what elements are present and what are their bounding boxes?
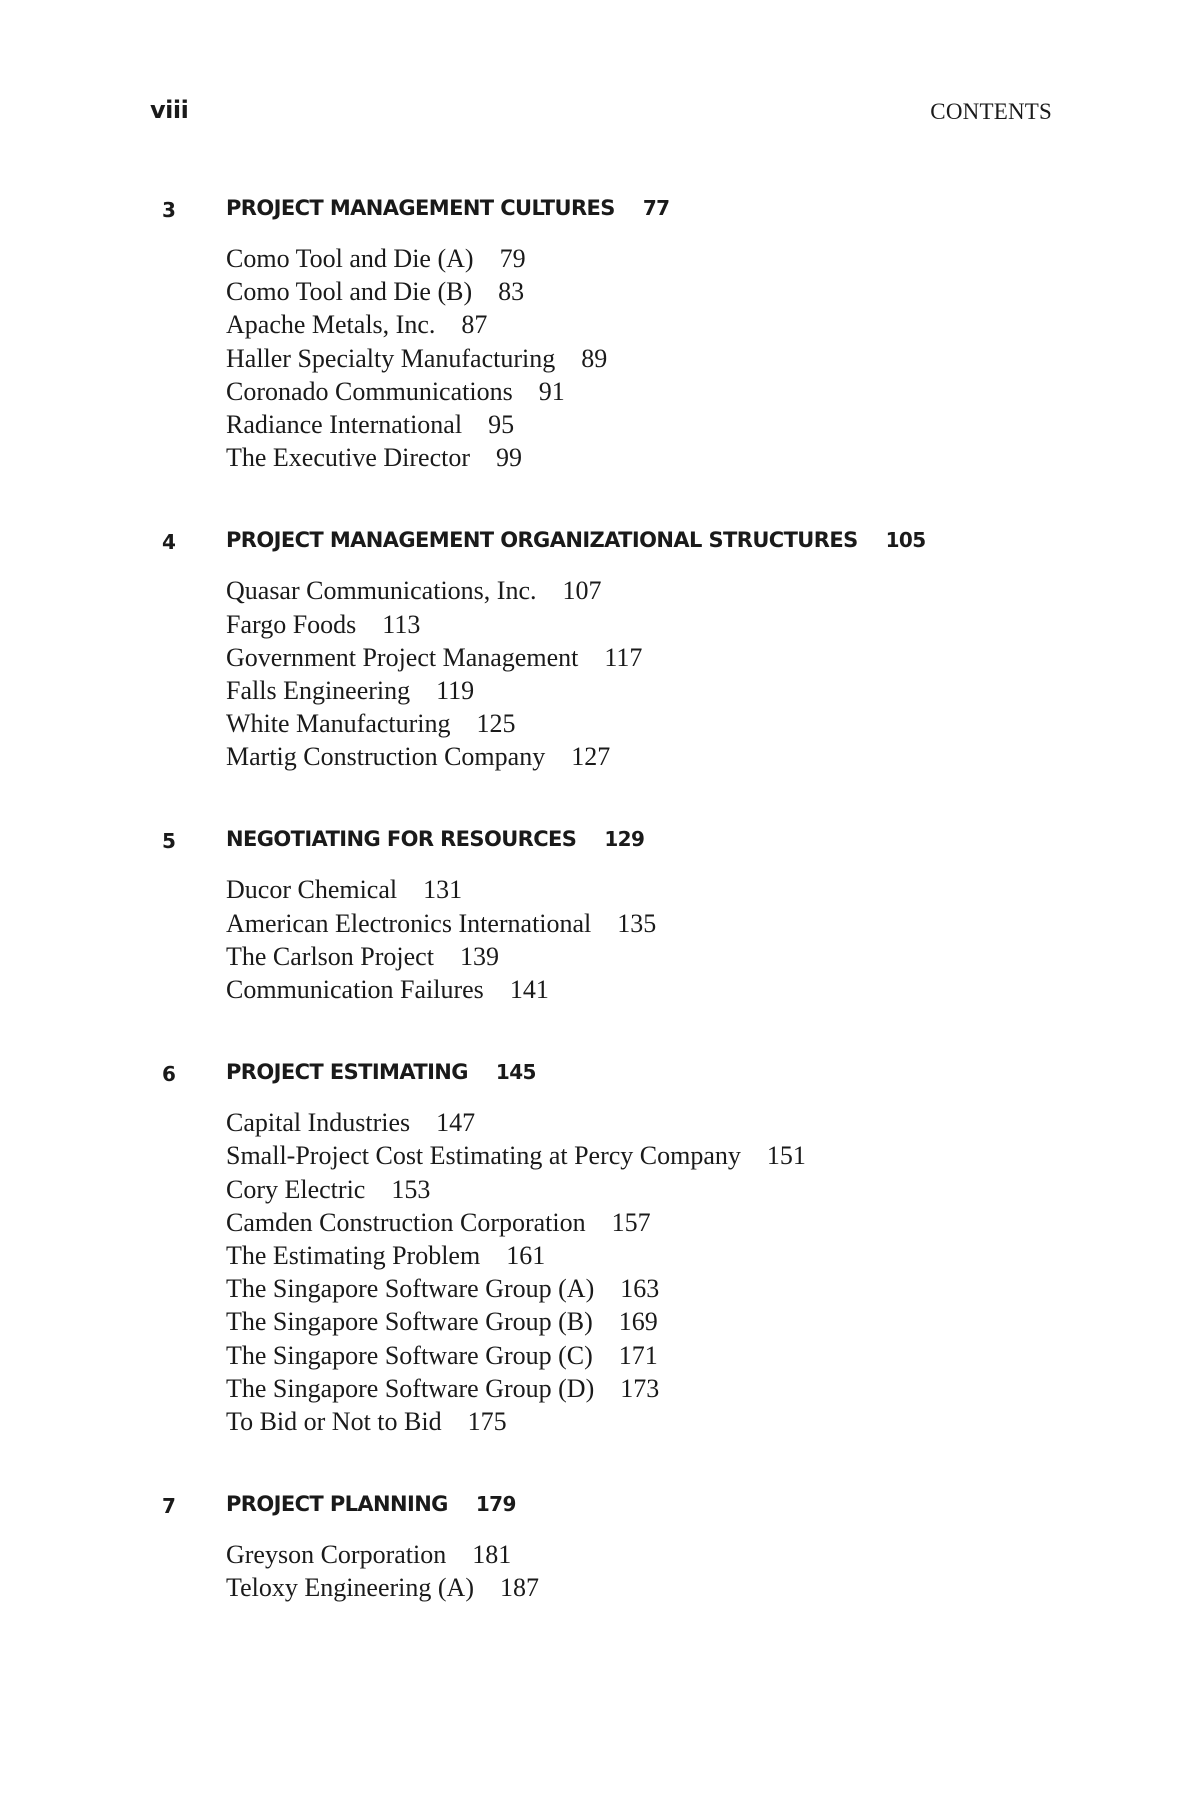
case-list — [0, 1538, 1200, 1604]
case-list — [0, 873, 1200, 1006]
case-page-number: 171 — [618, 1340, 658, 1370]
list-item — [226, 873, 1200, 906]
case-page-number: 181 — [472, 1540, 512, 1570]
page-number: viii — [150, 96, 189, 124]
case-list — [0, 242, 1200, 474]
list-item — [226, 1372, 1200, 1405]
chapter-title-line — [226, 196, 669, 220]
chapter-heading — [0, 520, 1200, 560]
chapter-section — [0, 819, 1200, 1006]
case-page-number: 151 — [766, 1141, 806, 1171]
case-page-number: 153 — [391, 1174, 431, 1204]
case-page-number: 79 — [499, 244, 526, 273]
list-item — [226, 375, 1200, 408]
chapter-heading — [0, 188, 1200, 228]
chapter-title-line — [226, 1060, 536, 1084]
chapter-title: PROJECT MANAGEMENT ORGANIZATIONAL STRUCTURES — [226, 528, 858, 553]
list-item — [226, 1305, 1200, 1338]
list-item — [226, 1206, 1200, 1239]
list-item — [226, 740, 1200, 773]
case-title: The Executive Director — [226, 443, 470, 473]
list-item — [226, 707, 1200, 740]
list-item — [226, 242, 1200, 275]
chapter-page-number: 105 — [885, 528, 926, 553]
case-title: Greyson Corporation — [226, 1540, 447, 1570]
list-item — [226, 308, 1200, 341]
chapter-section — [0, 520, 1200, 773]
case-page-number: 131 — [423, 875, 463, 905]
list-item — [226, 973, 1200, 1006]
case-title: Radiance International — [226, 409, 463, 439]
case-title: Camden Construction Corporation — [226, 1207, 586, 1237]
list-item — [226, 1339, 1200, 1372]
case-title: Fargo Foods — [226, 609, 357, 639]
list-item — [226, 1173, 1200, 1206]
case-page-number: 157 — [611, 1207, 651, 1237]
list-item — [226, 574, 1200, 607]
case-page-number: 87 — [461, 310, 488, 340]
chapter-section — [0, 188, 1200, 474]
case-title: White Manufacturing — [226, 709, 451, 739]
case-page-number: 139 — [459, 941, 499, 971]
list-item — [226, 1139, 1200, 1172]
chapter-number: 6 — [162, 1062, 176, 1087]
case-title: Martig Construction Company — [226, 742, 546, 772]
case-page-number: 187 — [500, 1573, 539, 1603]
case-title: The Estimating Problem — [226, 1240, 481, 1270]
case-page-number: 89 — [581, 343, 608, 373]
case-page-number: 141 — [509, 975, 549, 1004]
chapter-title: PROJECT MANAGEMENT CULTURES — [226, 196, 615, 220]
case-title: Coronado Communications — [226, 376, 513, 406]
list-item — [226, 1239, 1200, 1272]
case-title: American Electronics International — [226, 908, 592, 938]
case-page-number: 91 — [538, 376, 565, 406]
case-list — [0, 1106, 1200, 1438]
case-title: Como Tool and Die (B) — [226, 277, 473, 307]
list-item — [226, 641, 1200, 674]
case-title: Small-Project Cost Estimating at Percy Company — [226, 1141, 741, 1171]
case-page-number: 113 — [382, 609, 421, 639]
case-title: Teloxy Engineering (A) — [226, 1573, 474, 1603]
case-title: Como Tool and Die (A) — [226, 244, 474, 273]
case-page-number: 99 — [496, 443, 522, 473]
chapter-page-number: 145 — [495, 1060, 536, 1085]
chapter-number: 3 — [162, 198, 176, 222]
case-page-number: 163 — [620, 1274, 660, 1304]
list-item — [226, 441, 1200, 474]
list-item — [226, 1571, 1200, 1604]
list-item — [226, 342, 1200, 375]
chapter-title: NEGOTIATING FOR RESOURCES — [226, 827, 577, 852]
running-title: CONTENTS — [930, 99, 1052, 124]
list-item — [226, 674, 1200, 707]
list-item — [226, 1272, 1200, 1305]
case-page-number: 175 — [467, 1406, 507, 1436]
chapter-section — [0, 1052, 1200, 1438]
chapter-title-line — [226, 827, 644, 851]
list-item — [226, 275, 1200, 308]
case-page-number: 169 — [618, 1307, 658, 1337]
case-page-number: 125 — [476, 709, 516, 739]
case-page-number: 95 — [488, 409, 515, 439]
list-item — [226, 1405, 1200, 1438]
case-title: To Bid or Not to Bid — [226, 1406, 442, 1436]
case-page-number: 119 — [436, 675, 475, 705]
case-title: The Singapore Software Group (D) — [226, 1373, 595, 1403]
case-title: The Singapore Software Group (C) — [226, 1340, 593, 1370]
chapter-section — [0, 1484, 1200, 1604]
case-title: Communication Failures — [226, 975, 484, 1004]
case-page-number: 161 — [506, 1240, 546, 1270]
case-page-number: 117 — [604, 642, 643, 672]
list-item — [226, 408, 1200, 441]
chapter-heading — [0, 1484, 1200, 1524]
list-item — [226, 1538, 1200, 1571]
case-title: Quasar Communications, Inc. — [226, 576, 537, 606]
chapter-title-line — [226, 1492, 516, 1516]
case-title: Apache Metals, Inc. — [226, 310, 436, 340]
case-title: The Singapore Software Group (A) — [226, 1274, 595, 1304]
list-item — [226, 940, 1200, 973]
case-title: Falls Engineering — [226, 675, 411, 705]
chapter-title: PROJECT PLANNING — [226, 1492, 448, 1517]
case-title: Cory Electric — [226, 1174, 366, 1204]
case-page-number: 147 — [436, 1108, 476, 1138]
chapter-page-number: 77 — [642, 196, 670, 220]
chapter-heading — [0, 819, 1200, 859]
case-page-number: 83 — [498, 277, 525, 307]
case-page-number: 127 — [571, 742, 611, 772]
case-title: Haller Specialty Manufacturing — [226, 343, 556, 373]
case-title: Government Project Management — [226, 642, 579, 672]
list-item — [226, 1106, 1200, 1139]
running-head — [150, 96, 1050, 132]
chapter-page-number: 179 — [475, 1492, 516, 1517]
list-item — [226, 608, 1200, 641]
case-list — [0, 574, 1200, 773]
case-title: Capital Industries — [226, 1108, 411, 1138]
case-title: The Carlson Project — [226, 941, 434, 971]
list-item — [226, 907, 1200, 940]
case-page-number: 107 — [562, 576, 602, 606]
table-of-contents — [0, 188, 1200, 1650]
case-page-number: 173 — [620, 1373, 660, 1403]
case-title: The Singapore Software Group (B) — [226, 1307, 593, 1337]
chapter-page-number: 129 — [604, 827, 645, 852]
chapter-heading — [0, 1052, 1200, 1092]
chapter-number: 5 — [162, 829, 176, 854]
chapter-number: 4 — [162, 530, 176, 555]
case-page-number: 135 — [617, 908, 657, 938]
chapter-title: PROJECT ESTIMATING — [226, 1060, 468, 1085]
case-title: Ducor Chemical — [226, 875, 398, 905]
chapter-number: 7 — [162, 1494, 176, 1519]
chapter-title-line — [226, 528, 926, 552]
